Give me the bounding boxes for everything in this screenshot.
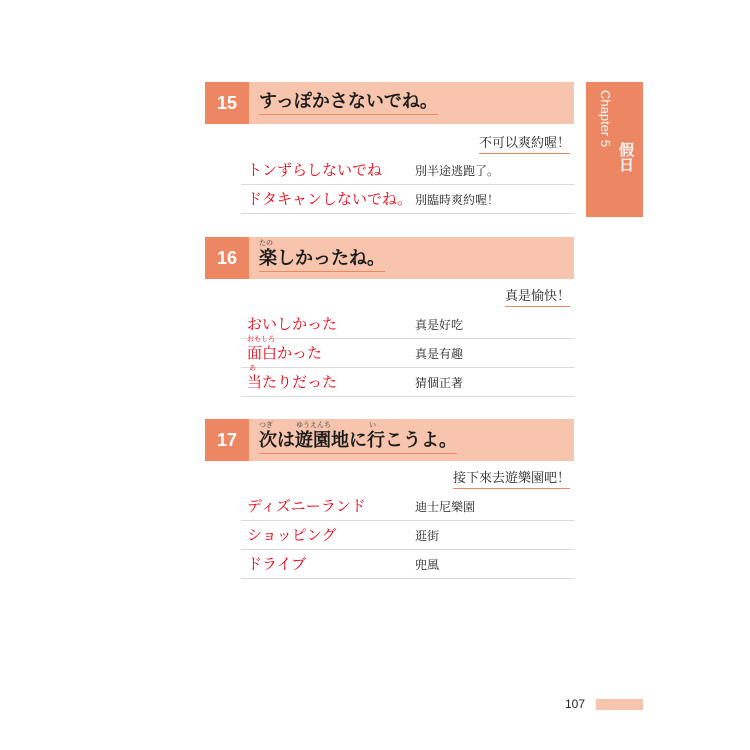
example-row	[241, 156, 574, 185]
section-phrase: 次は遊園地に行こうよ。	[259, 430, 457, 454]
furigana: たの	[259, 239, 273, 247]
section-phrase: すっぽかさないでね。	[259, 91, 438, 115]
example-chinese: 猜個正著	[415, 376, 464, 390]
furigana: あ	[249, 364, 256, 372]
furigana: つぎ	[259, 421, 273, 429]
example-japanese: 当たりだった	[247, 373, 338, 391]
phrase-section-17	[205, 419, 574, 579]
example-japanese: おいしかった	[247, 315, 338, 333]
phrase-section-16	[205, 237, 574, 397]
section-number: 16	[205, 237, 249, 279]
example-chinese: 迪士尼樂園	[415, 500, 476, 514]
example-row	[241, 550, 574, 579]
phrase-section-15	[205, 82, 574, 217]
section-translation: 真是愉快！	[505, 288, 570, 307]
example-japanese: トンずらしないでね	[247, 161, 383, 179]
section-header	[205, 82, 574, 124]
example-row	[241, 521, 574, 550]
page-number: 107	[565, 697, 586, 711]
furigana: ゆうえんち	[296, 421, 331, 429]
example-chinese: 真是好吃	[415, 318, 464, 332]
example-row	[241, 335, 574, 368]
section-phrase: 楽しかったね。	[259, 248, 385, 272]
example-japanese: ドライブ	[247, 555, 307, 573]
example-japanese: ドタキャンしないでね。	[247, 190, 413, 208]
furigana: おもしろ	[247, 335, 275, 343]
example-chinese: 別半途逃跑了。	[415, 164, 500, 178]
example-chinese: 兜風	[415, 558, 440, 572]
section-translation: 不可以爽約喔！	[479, 135, 570, 154]
furigana: い	[369, 421, 376, 429]
example-row	[241, 310, 574, 339]
example-japanese: ショッピング	[247, 526, 337, 544]
chapter-title: 假日	[617, 142, 635, 172]
page-number-bar	[596, 699, 643, 710]
example-row	[241, 364, 574, 397]
section-header	[205, 419, 574, 461]
example-chinese: 逛街	[415, 529, 440, 543]
section-number: 17	[205, 419, 249, 461]
chapter-label: Chapter 5	[598, 90, 613, 148]
example-chinese: 別臨時爽約喔！	[415, 193, 500, 207]
section-header	[205, 237, 574, 279]
section-translation: 接下來去遊樂園吧！	[453, 470, 570, 489]
example-row	[241, 492, 574, 521]
example-row	[241, 185, 574, 214]
section-number: 15	[205, 82, 249, 124]
chapter-tab	[586, 82, 643, 217]
example-japanese: 面白かった	[247, 344, 323, 362]
example-chinese: 真是有趣	[415, 347, 464, 361]
example-japanese: ディズニーランド	[247, 497, 366, 515]
